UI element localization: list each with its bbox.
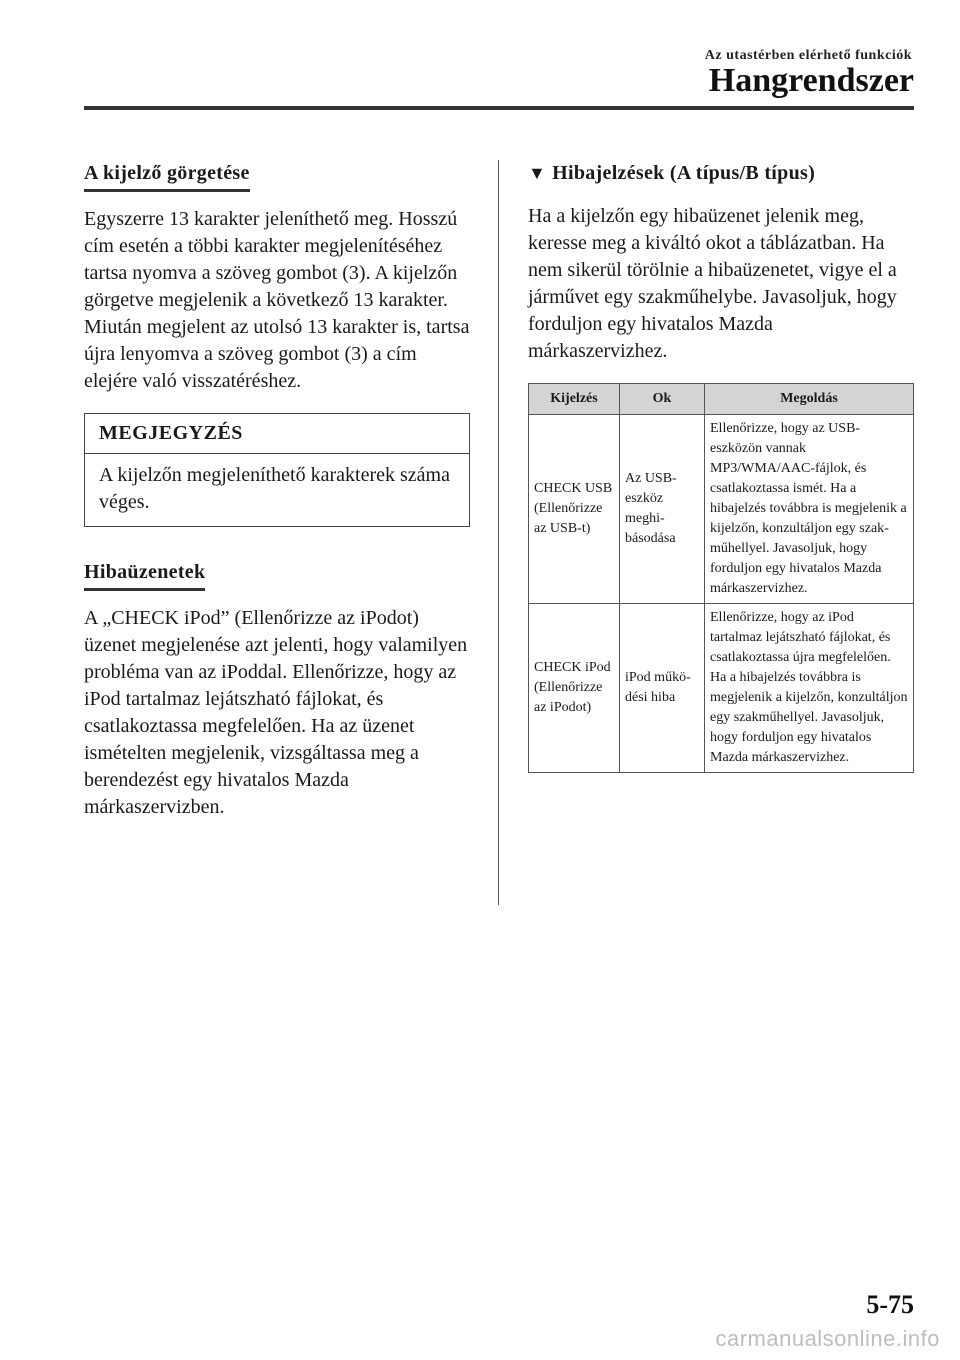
cell-cause: Az USB-eszköz meghibásodása (620, 415, 705, 604)
error-codes-intro: Ha a kijelzőn egy hibaüzenet jelenik meg, keresse meg a kiváltó okot a táblázatban. Ha nem sikerül törölnie a hibaüzenetet, vigye el a járművet egy szakműhelybe. Javasoljuk, hogy forduljon egy hivatalos Mazda márkaszervizhez. (528, 205, 897, 362)
error-codes-heading (528, 162, 916, 185)
error-codes-table (528, 383, 914, 773)
header-display: Kijelzés (529, 384, 620, 415)
scroll-heading: A kijelző görgetése (84, 162, 250, 192)
cell-solution: Ellenőrizze, hogy az iPod tartalmaz lejátszható fájlokat, és csatlakoztassa újra megfelelően. Ha a hibajelzés továbbra is megjelenik a kijelzőn, konzultáljon egy szakműhellyel. Javasoljuk, hogy forduljon egy hivatalos Mazda márkaszervizhez. (705, 604, 914, 773)
errors-text: A „CHECK iPod” (Ellenőrizze az iPodot) üzenet megjelenése azt jelenti, hogy valamilyen probléma van az iPoddal. Ellenőrizze, hogy az iPod tartalmaz lejátszható fájlokat, és csatlakoztassa megfelelően. Ha az üzenet ismételten megjelenik, vizsgáltassa meg a berendezést egy hivatalos Mazda márkaszervizben. (84, 607, 468, 818)
note-box (84, 413, 470, 527)
note-title: MEGJEGYZÉS (85, 414, 469, 454)
page-title: Hangrendszer (708, 62, 914, 99)
cell-display: CHECK iPod (Ellenőrizze az iPodot) (529, 604, 620, 773)
header-solution: Megoldás (705, 384, 914, 415)
column-divider (498, 160, 499, 905)
triangle-marker-icon: ▼ (528, 163, 547, 183)
page-number: 5-75 (866, 1290, 914, 1319)
errors-heading: Hibaüzenetek (84, 561, 205, 591)
cell-solution: Ellenőrizze, hogy az USB-eszközön vannak MP3/WMA/AAC-fájlok, és csatlakoztassa ismét. Ha a hibajelzés továbbra is megjelenik a kijelzőn, konzultáljon egy szakműhellyel. Javasoljuk, hogy forduljon egy hivatalos Mazda márkaszervizhez. (705, 415, 914, 604)
header-section-label: Az utastérben elérhető funkciók (704, 48, 912, 63)
cell-display: CHECK USB (Ellenőrizze az USB-t) (529, 415, 620, 604)
error-codes-heading-text: Hibajelzések (A típus/B típus) (552, 162, 816, 184)
header-cause: Ok (620, 384, 705, 415)
watermark: carmanualsonline.info (715, 1326, 940, 1351)
table-row (529, 415, 914, 604)
scroll-text: Egyszerre 13 karakter jeleníthető meg. Hosszú cím esetén a többi karakter megjelenítéséhez tartsa nyomva a szöveg gombot (3). A kijelzőn görgetve megjelenik a következő 13 karakter. Miután megjelent az utolsó 13 karakter is, tartsa újra lenyomva a szöveg gombot (3) a cím elejére való visszatéréshez. (84, 208, 470, 392)
header-rule (84, 106, 914, 110)
right-column (528, 162, 916, 773)
note-text: A kijelzőn megjeleníthető karakterek száma véges. (99, 464, 450, 513)
left-column (84, 162, 472, 839)
cell-cause: iPod működési hiba (620, 604, 705, 773)
table-header-row (529, 384, 914, 415)
table-row (529, 604, 914, 773)
